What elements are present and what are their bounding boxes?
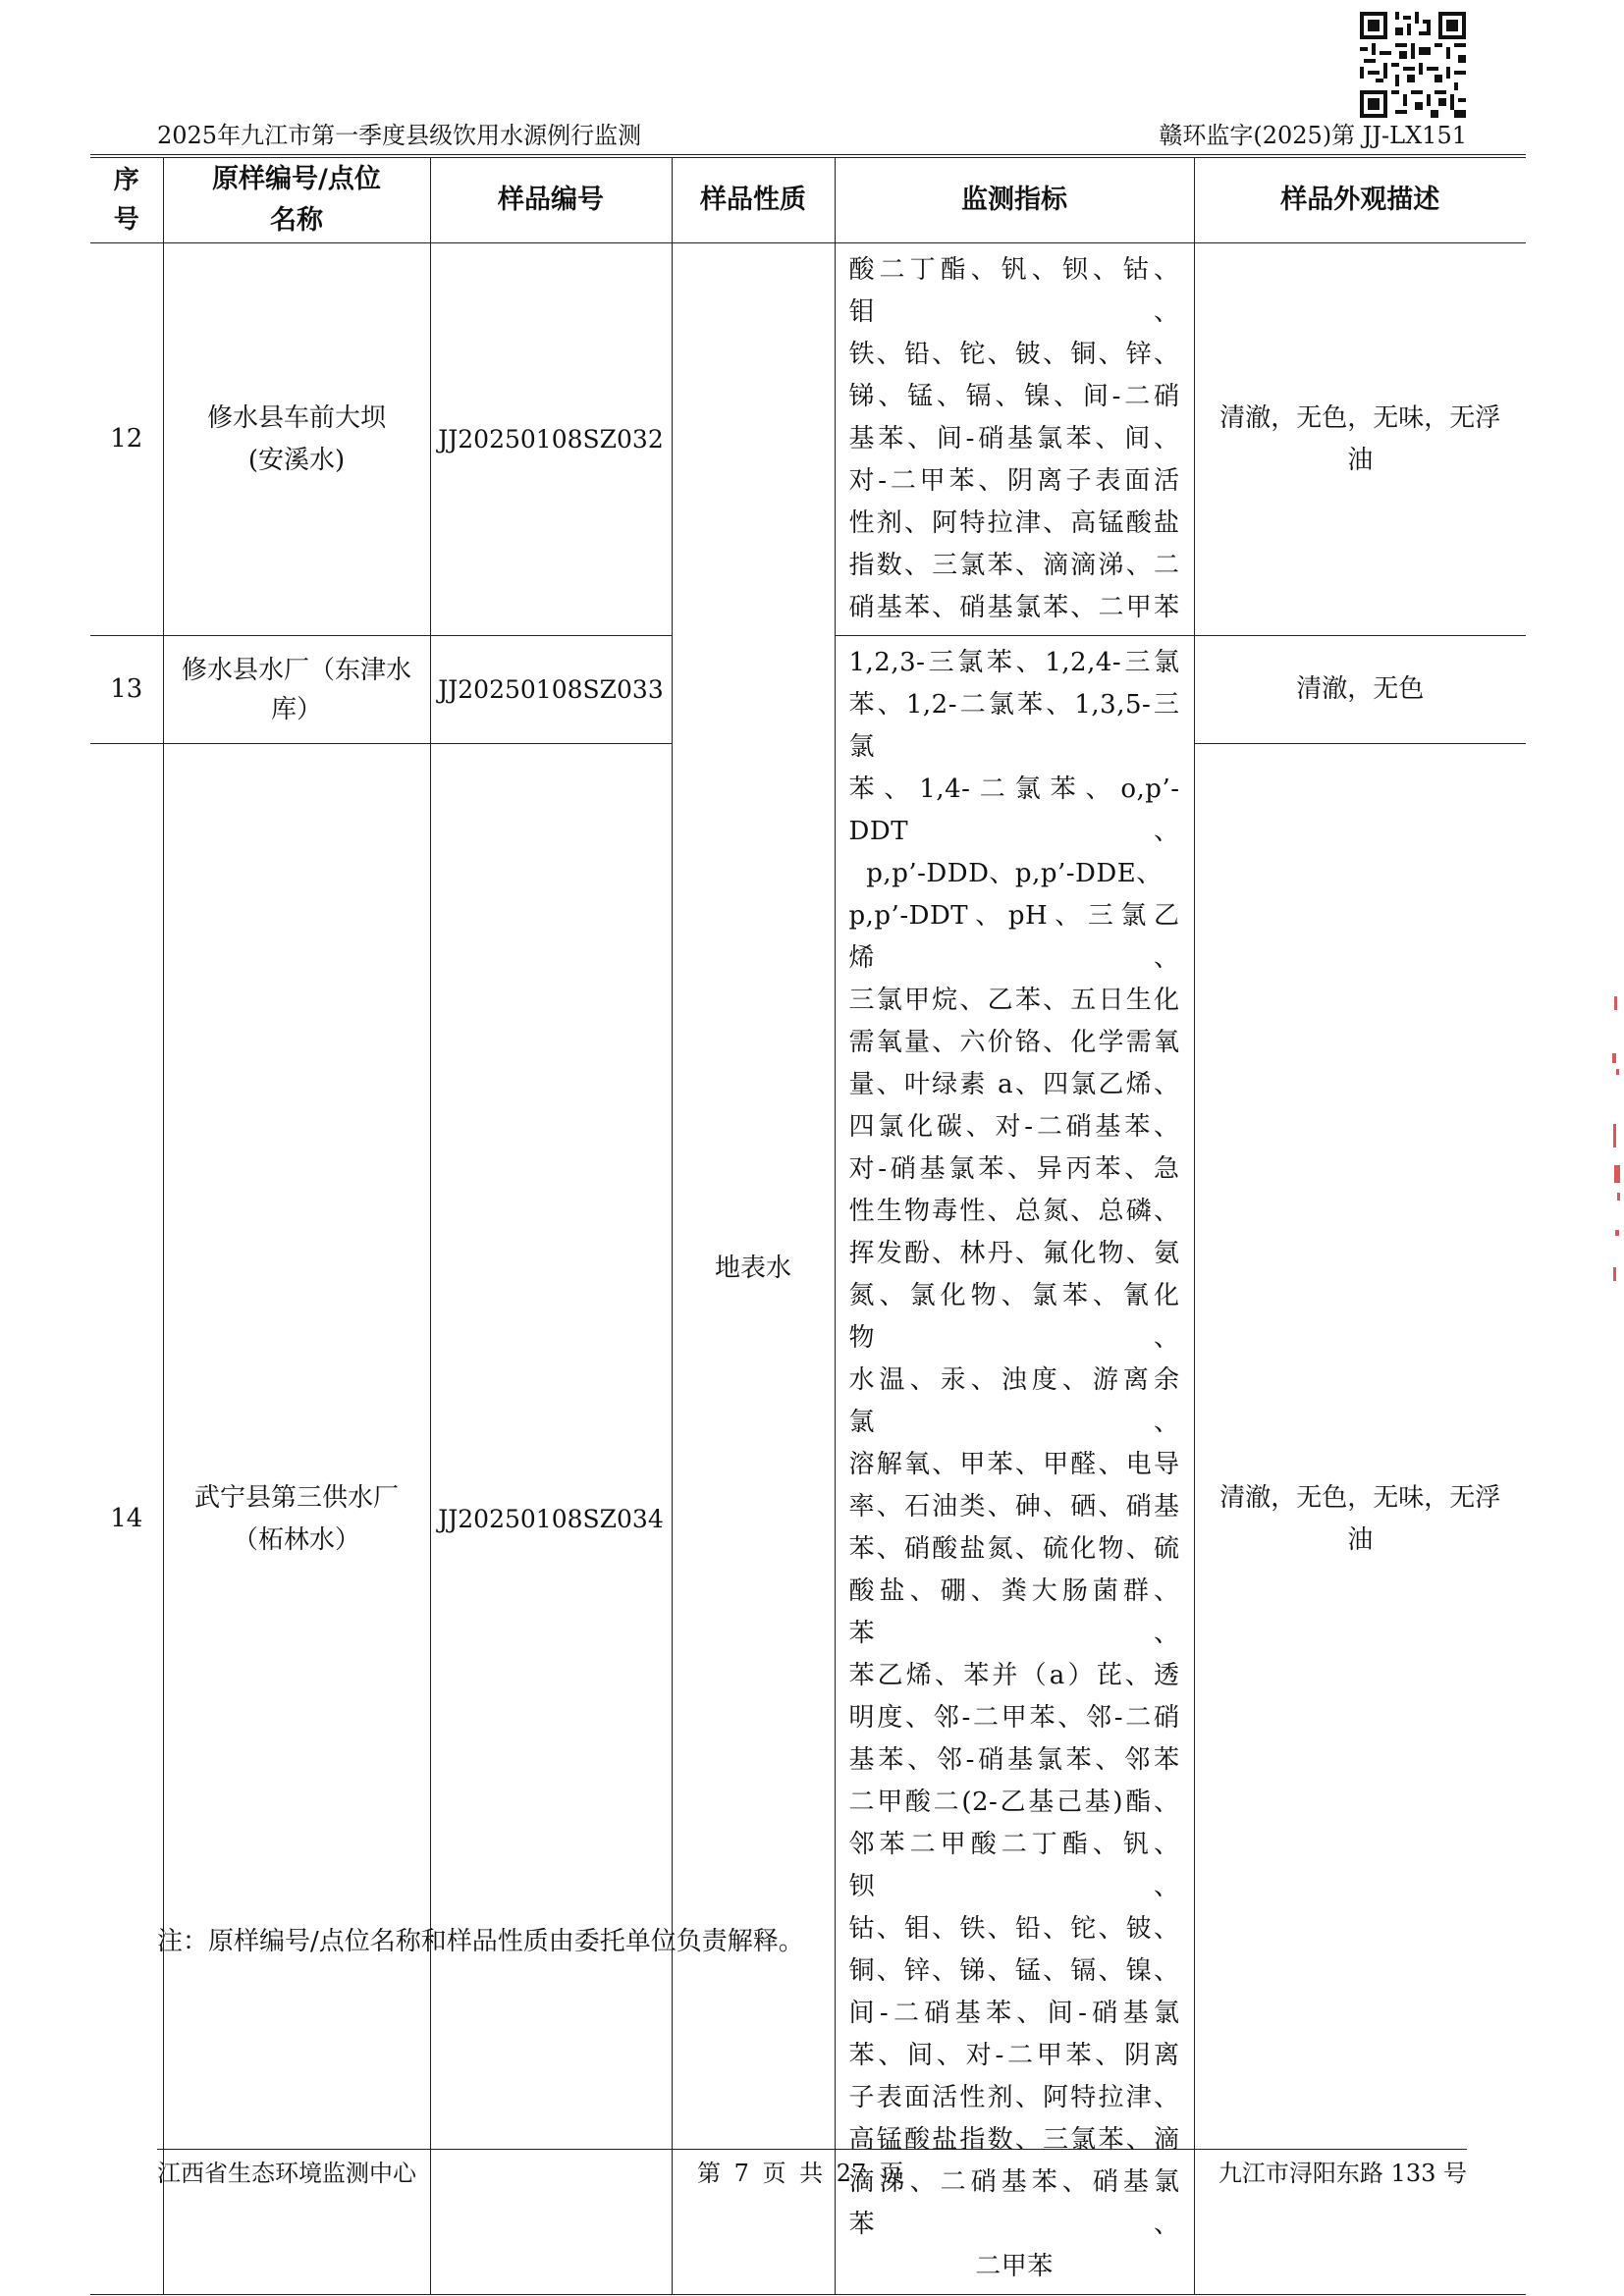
cell-appearance: 清澈，无色，无味，无浮油: [1194, 243, 1526, 636]
column-header-appearance: 样品外观描述: [1194, 158, 1526, 243]
table-header-row: [90, 158, 1526, 243]
cell-indicators: 酸二丁酯、钒、钡、钴、钼、 铁、铅、铊、铍、铜、锌、 锑、锰、镉、镍、间-二硝 基苯、间-硝基氯苯、间、 对-二甲苯、阴离子表面活 性剂、阿特拉津、高锰酸盐 指数、三氯苯、滴滴涕、二 硝基苯、硝基氯苯、二甲苯: [835, 243, 1194, 636]
header-divider: [90, 154, 1526, 155]
footer-address: 九江市浔阳东路 133 号: [1218, 2160, 1467, 2187]
table-note: 注：原样编号/点位名称和样品性质由委托单位负责解释。: [157, 1927, 804, 1956]
cell-indicators: 1,2,3-三氯苯、1,2,4-三氯 苯、1,2-二氯苯、1,3,5-三氯 苯、1,4-二氯苯、o,p’-DDT、 p,p’-DDD、p,p’-DDE、 p,p’-DDT、pH、三氯乙烯、 三氯甲烷、乙苯、五日生化 需氧量、六价铬、化学需氧 量、叶绿素 a、四氯乙烯、 四氯化碳、对-二硝基苯、 对-硝基氯苯、异丙苯、急 性生物毒性、总氮、总磷、 挥发酚、林丹、氟化物、氨 氮、氯化物、氯苯、氰化物、 水温、汞、浊度、游离余氯、 溶解氧、甲苯、甲醛、电导 率、石油类、砷、硒、硝基 苯、硝酸盐氮、硫化物、硫 酸盐、硼、粪大肠菌群、苯、 苯乙烯、苯并（a）芘、透 明度、邻-二甲苯、邻-二硝 基苯、邻-硝基氯苯、邻苯 二甲酸二(2-乙基己基)酯、 邻苯二甲酸二丁酯、钒、钡、 钴、钼、铁、铅、铊、铍、 铜、锌、锑、锰、镉、镍、 间-二硝基苯、间-硝基氯 苯、间、对-二甲苯、阴离 子表面活性剂、阿特拉津、 高锰酸盐指数、三氯苯、滴 滴涕、二硝基苯、硝基氯苯、 二甲苯: [835, 636, 1194, 2295]
qr-code-icon: [1360, 12, 1466, 118]
cell-id: JJ20250108SZ032: [430, 243, 672, 636]
column-header-no: 序号: [90, 158, 163, 243]
cell-no: 13: [90, 636, 163, 744]
cell-no: 12: [90, 243, 163, 636]
header-report-number: 赣环监字(2025)第 JJ-LX151: [1159, 122, 1467, 149]
sample-table: [90, 157, 1526, 2295]
cell-appearance: 清澈，无色: [1194, 636, 1526, 744]
seal-stamp-fragment-icon: [1610, 996, 1624, 1291]
cell-appearance: 清澈，无色，无味，无浮油: [1194, 744, 1526, 2295]
column-header-indicators: 监测指标: [835, 158, 1194, 243]
table-row: [90, 243, 1526, 636]
column-header-name: 原样编号/点位名称: [163, 158, 430, 243]
footer-page-number: 第 7 页 共 27 页: [697, 2160, 903, 2187]
cell-name: 修水县车前大坝(安溪水): [163, 243, 430, 636]
footer-divider: [157, 2149, 1467, 2150]
cell-no: 14: [90, 744, 163, 2295]
column-header-nature: 样品性质: [672, 158, 835, 243]
column-header-id: 样品编号: [430, 158, 672, 243]
cell-id: JJ20250108SZ034: [430, 744, 672, 2295]
cell-name: 修水县水厂（东津水库）: [163, 636, 430, 744]
footer-organization: 江西省生态环境监测中心: [157, 2160, 416, 2187]
cell-id: JJ20250108SZ033: [430, 636, 672, 744]
cell-nature: 地表水: [672, 243, 835, 2295]
cell-name: 武宁县第三供水厂（柘林水）: [163, 744, 430, 2295]
header-report-title: 2025年九江市第一季度县级饮用水源例行监测: [157, 122, 642, 149]
